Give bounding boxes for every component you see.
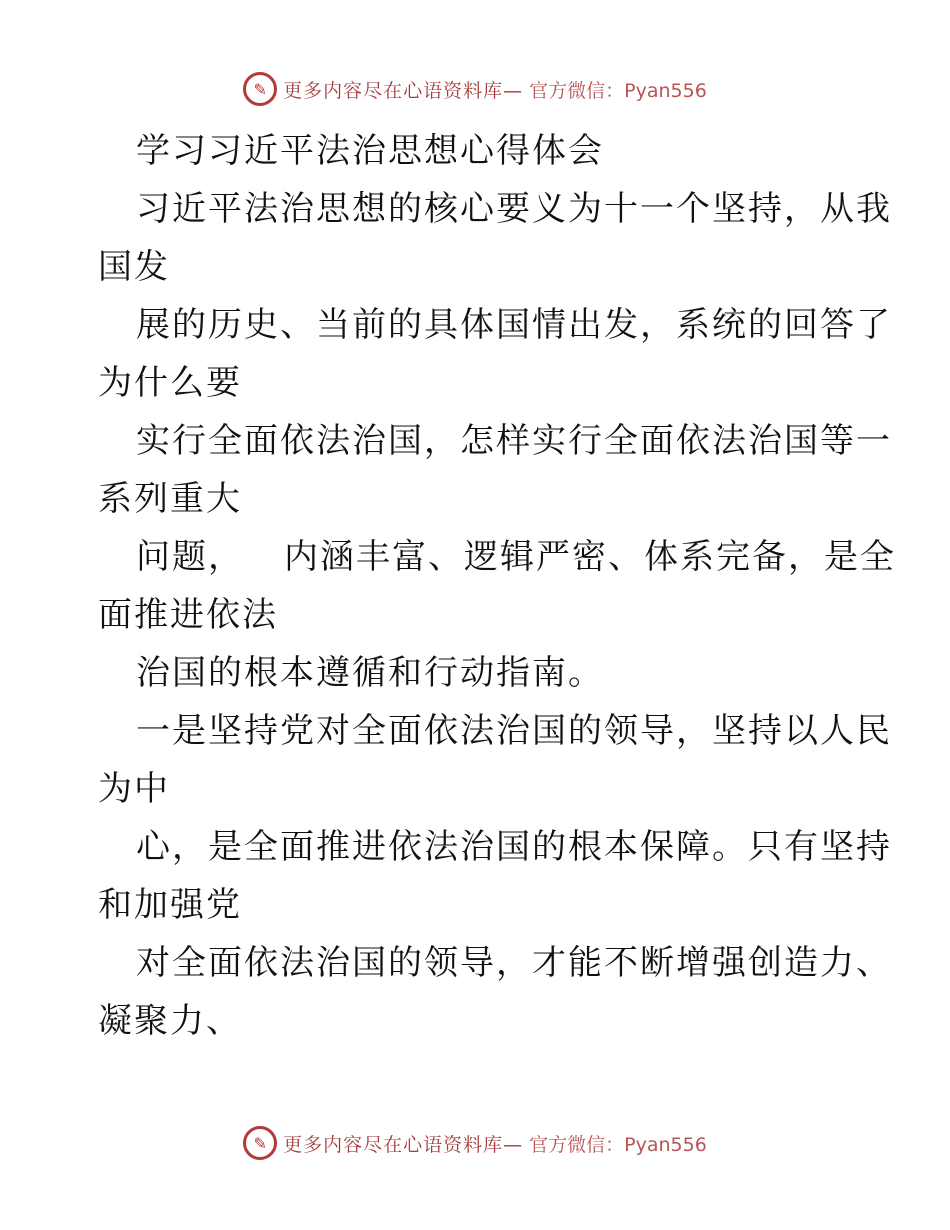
text-line: 一是坚持党对全面依法治国的领导，坚持以人民 [136,711,892,751]
text-line: 为中 [98,769,170,809]
watermark-text: 更多内容尽在心语资料库— [283,1133,524,1156]
text-line: 治国的根本遵循和行动指南。 [136,653,604,693]
watermark-header [0,72,950,106]
text-line: 面推进依法 [98,595,278,635]
text-line: 对全面依法治国的领导，才能不断增强创造力、 [136,943,892,983]
watermark-text: 更多内容尽在心语资料库— [283,79,524,102]
text-line: 实行全面依法治国，怎样实行全面依法治国等一 [136,421,892,461]
document-title: 学习习近平法治思想心得体会 [136,131,604,171]
text-line [98,528,896,586]
watermark-contact: 官方微信：Pyan556 [529,79,707,102]
document-body [98,122,896,1050]
text-line: 展的历史、当前的具体国情出发，系统的回答了 [136,305,892,345]
text-fragment: 问题， [136,537,244,577]
text-fragment: 内涵丰富、逻辑严密、体系完备，是全 [284,537,896,577]
watermark-footer [0,1126,950,1160]
text-line: 为什么要 [98,363,242,403]
pen-logo-icon: ✎ [243,72,277,106]
text-line: 和加强党 [98,885,242,925]
text-line: 习近平法治思想的核心要义为十一个坚持，从我 [136,189,892,229]
text-line: 凝聚力、 [98,1001,242,1041]
text-line: 系列重大 [98,479,242,519]
pen-logo-icon: ✎ [243,1126,277,1160]
text-line: 心，是全面推进依法治国的根本保障。只有坚持 [136,827,892,867]
watermark-contact: 官方微信：Pyan556 [529,1133,707,1156]
text-line: 国发 [98,247,170,287]
